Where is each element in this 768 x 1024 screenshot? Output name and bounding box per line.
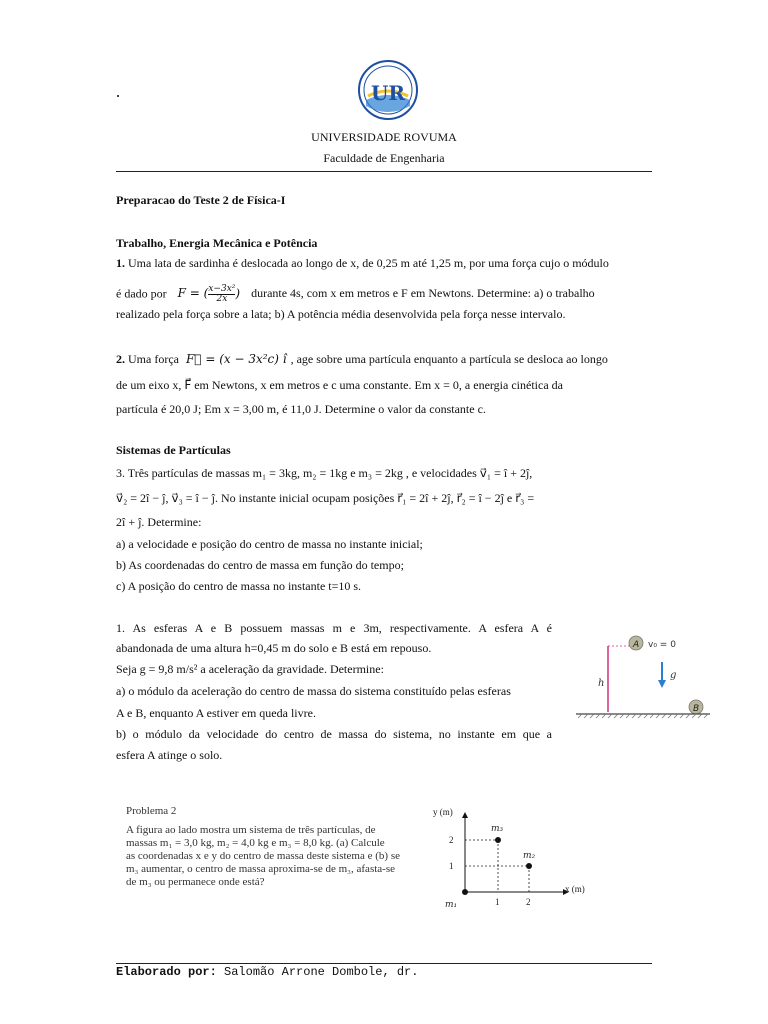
problem2-line3: as coordenadas x e y do centro de massa deste sistema e (b) se <box>126 850 400 862</box>
stray-dot <box>117 95 119 97</box>
q1-formula-F: F = ( <box>177 286 209 301</box>
section2-title: Sistemas de Partículas <box>116 443 231 457</box>
label-m3: m₃ <box>491 824 504 834</box>
label-b: B <box>693 704 700 714</box>
figure-coordinate-plot <box>425 802 595 912</box>
q4-item-b2: esfera A atinge o solo. <box>116 748 223 762</box>
tick-x-1: 1 <box>495 897 500 907</box>
label-m1: m₁ <box>445 900 458 910</box>
label-v0: v₀ = 0 <box>648 640 676 650</box>
q3-item-a: a) a velocidade e posição do centro de massa no instante inicial; <box>116 537 423 551</box>
label-m2: m₂ <box>523 851 536 861</box>
particle-m3 <box>495 837 501 843</box>
q1-number: 1. <box>116 256 125 270</box>
problem2-line5: de m₃ ou permanece onde está? <box>126 876 265 888</box>
q4-item-a1: a) o módulo da aceleração do centro de massa do sistema constituído pelas esferas <box>116 684 511 698</box>
q1-fraction-num: x−3x² <box>208 284 236 294</box>
doc-title: Preparacao do Teste 2 de Física-I <box>116 193 286 207</box>
q4-text-2: abandonada de uma altura h=0,45 m do solo e B está em repouso. <box>116 641 432 655</box>
problem2-title: Problema 2 <box>126 805 177 817</box>
q4-text-3: Seja g = 9,8 m/s² a aceleração da gravidade. Determine: <box>116 662 384 676</box>
y-axis-label: y (m) <box>433 807 453 817</box>
q2-text-3: partícula é 20,0 J; Em x = 3,00 m, é 11,0 J. Determine o valor da constante c. <box>116 402 486 416</box>
particle-m2 <box>526 863 532 869</box>
footer <box>116 965 418 979</box>
q2-formula: F⃗ = (x − 3x²c) î <box>185 352 287 366</box>
q1-line1 <box>116 256 654 270</box>
footer-label: Elaborado por: <box>116 965 217 979</box>
q2-text-2: de um eixo x, F⃗ em Newtons, x em metros e c uma constante. Em x = 0, a energia cinética da <box>116 378 563 392</box>
q2-text-1a: Uma força <box>128 352 179 366</box>
label-h: h <box>598 678 605 689</box>
q1-line2: é dado por F = ( $\frac{\text{x−3x²}}{2x}$ ) durante 4s, com x em metros e F em Newtons. Determine: a) o trabalho <box>116 284 595 304</box>
q4-text-1: 1. As esferas A e B possuem massas m e 3m, respectivamente. A esfera A é <box>116 621 552 635</box>
tick-y-1: 1 <box>449 861 454 871</box>
q3-item-c: c) A posição do centro de massa no instante t=10 s. <box>116 579 362 593</box>
problem2-line1: A figura ao lado mostra um sistema de três partículas, de <box>126 824 376 836</box>
label-g: g <box>670 670 677 681</box>
q4-item-b1: b) o módulo da velocidade do centro de massa do sistema, no instante em que a <box>116 727 552 741</box>
university-name: UNIVERSIDADE ROVUMA <box>311 130 457 144</box>
q1-text-3: realizado pela força sobre a lata; b) A potência média desenvolvida pela força nesse intervalo. <box>116 307 566 321</box>
q2-text-1b: , age sobre uma partícula enquanto a partícula se desloca ao longo <box>290 352 608 366</box>
q1-text-1: Uma lata de sardinha é deslocada ao longo de x, de 0,25 m até 1,25 m, por uma força cujo o módulo <box>128 256 609 270</box>
tick-y-2: 2 <box>449 835 454 845</box>
q2-line1 <box>116 352 654 366</box>
problem2-line4: m₃ aumentar, o centro de massa aproxima-se de m₃, afasta-se <box>126 863 395 875</box>
q3-text-1: 3. Três partículas de massas m₁ = 3kg, m₂ = 1kg e m₃ = 2kg , e velocidades v⃗₁ = î + 2ĵ, <box>116 466 533 480</box>
logo-text: UR <box>370 81 406 105</box>
footer-divider <box>116 963 652 964</box>
q2-number: 2. <box>116 352 125 366</box>
x-axis-label: x (m) <box>565 884 585 894</box>
q3-text-2: v⃗₂ = 2î − ĵ, v⃗₃ = î − ĵ. No instante inicial ocupam posições r⃗₁ = 2î + 2ĵ, r⃗₂ = î − 2ĵ e r⃗₃ = <box>116 491 535 505</box>
section1-title: Trabalho, Energia Mecânica e Potência <box>116 236 318 250</box>
tick-x-2: 2 <box>526 897 531 907</box>
label-a: A <box>633 640 640 650</box>
figure-falling-spheres <box>574 630 714 720</box>
q1-fraction-den: 2x <box>216 294 228 304</box>
q1-text-2a: é dado por <box>116 286 167 301</box>
university-logo <box>358 60 418 120</box>
q3-text-3: 2î + ĵ. Determine: <box>116 515 202 529</box>
particle-m1 <box>462 889 468 895</box>
problem2-line2: massas m₁ = 3,0 kg, m₂ = 4,0 kg e m₃ = 8,0 kg. (a) Calcule <box>126 837 385 849</box>
q4-item-a2: A e B, enquanto A estiver em queda livre. <box>116 706 316 720</box>
faculty-name: Faculdade de Engenharia <box>323 151 445 165</box>
q1-text-2b: durante 4s, com x em metros e F em Newtons. Determine: a) o trabalho <box>251 286 595 301</box>
footer-author: Salomão Arrone Dombole, dr. <box>224 965 419 979</box>
q3-item-b: b) As coordenadas do centro de massa em função do tempo; <box>116 558 404 572</box>
q1-fraction <box>208 285 235 304</box>
header-divider <box>116 171 652 172</box>
